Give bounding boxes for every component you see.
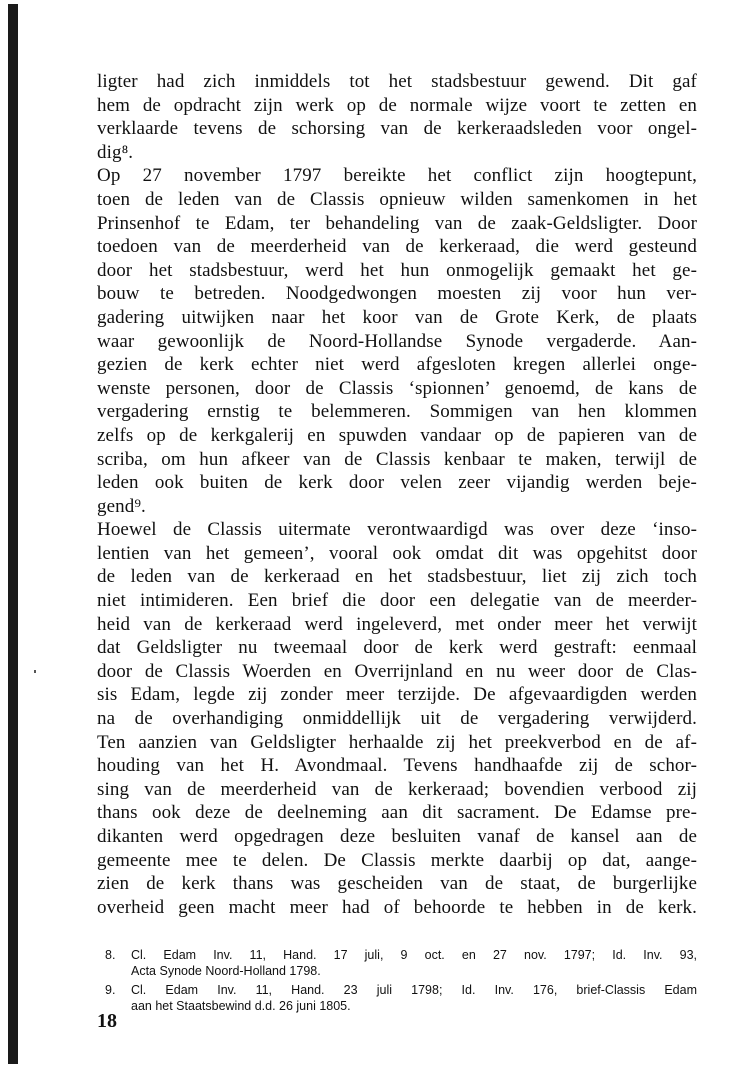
- text-line: overheid geen macht meer had of behoorde te hebben in de kerk.: [97, 896, 697, 918]
- text-line: heid van de kerkeraad werd ingeleverd, met onder meer het verwijt: [97, 613, 697, 635]
- footnote-line: Cl. Edam Inv. 11, Hand. 23 juli 1798; Id. Inv. 176, brief-Classis Edam: [131, 983, 697, 997]
- text-line: dat Geldsligter nu tweemaal door de kerk werd gestraft: eenmaal: [97, 637, 697, 659]
- text-line: gend⁹.: [97, 495, 146, 517]
- text-line: verklaarde tevens de schorsing van de kerkeraadsleden voor ongel-: [97, 118, 697, 140]
- text-line: gezien de kerk echter niet werd afgesloten kregen allerlei onge-: [97, 354, 697, 376]
- text-line: hem de opdracht zijn werk op de normale wijze voort te zetten en: [97, 94, 697, 116]
- text-line: lentien van het gemeen’, vooral ook omdat dit was opgehitst door: [97, 542, 697, 564]
- footnote-line: Acta Synode Noord-Holland 1798.: [131, 964, 321, 978]
- text-line: houding van het H. Avondmaal. Tevens handhaafde zij de schor-: [97, 755, 697, 777]
- text-line: de leden van de kerkeraad en het stadsbestuur, liet zij zich toch: [97, 566, 697, 588]
- text-line: na de overhandiging onmiddellijk uit de vergadering verwijderd.: [97, 708, 697, 730]
- text-line: dikanten werd opgedragen deze besluiten vanaf de kansel aan de: [97, 826, 697, 847]
- text-line: sis Edam, legde zij zonder meer terzijde. De afgevaardigden werden: [97, 684, 697, 706]
- text-line: leden ook buiten de kerk door velen zeer vijandig werden beje-: [97, 472, 697, 494]
- footnotes: [101, 947, 697, 1014]
- text-line: ligter had zich inmiddels tot het stadsbestuur gewend. Dit gaf: [97, 71, 697, 92]
- footnote: [101, 947, 697, 979]
- scan-speck: [34, 670, 36, 673]
- text-line: bouw te betreden. Noodgedwongen moesten zij voor hun ver-: [97, 283, 697, 305]
- text-line: door de Classis Woerden en Overrijnland en nu weer door de Clas-: [97, 660, 697, 682]
- text-line: Prinsenhof te Edam, ter behandeling van de zaak-Geldsligter. Door: [97, 212, 697, 234]
- text-line: zien de kerk thans was gescheiden van de staat, de burgerlijke: [97, 873, 697, 895]
- text-line: sing van de meerderheid van de kerkeraad; bovendien verbood zij: [97, 778, 697, 800]
- text-line: thans ook deze de deelneming aan dit sacrament. De Edamse pre-: [97, 802, 697, 824]
- text-line: gadering uitwijken naar het koor van de Grote Kerk, de plaats: [97, 306, 697, 328]
- footnote: [101, 982, 697, 1014]
- footnote-line: aan het Staatsbewind d.d. 26 juni 1805.: [131, 999, 351, 1013]
- footnote-number: 9.: [105, 983, 116, 997]
- text-line: Op 27 november 1797 bereikte het conflict zijn hoogtepunt,: [97, 165, 697, 187]
- text-line: waar gewoonlijk de Noord-Hollandse Synode vergaderde. Aan-: [97, 330, 697, 352]
- text-line: Ten aanzien van Geldsligter herhaalde zij het preekverbod en de af-: [97, 731, 697, 753]
- text-line: toedoen van de meerderheid van de kerkeraad, die werd gesteund: [97, 236, 697, 258]
- footnote-number: 8.: [105, 948, 116, 962]
- scan-edge-bar: [8, 4, 18, 1064]
- text-line: niet intimideren. Een brief die door een delegatie van de meerder-: [97, 590, 697, 612]
- text-line: dig⁸.: [97, 141, 134, 163]
- text-line: gemeente mee te delen. De Classis merkte daarbij op dat, aange-: [97, 849, 697, 871]
- text-line: toen de leden van de Classis opnieuw wilden samenkomen in het: [97, 188, 697, 210]
- text-line: zelfs op de kerkgalerij en spuwden vandaar op de papieren van de: [97, 424, 697, 446]
- text-line: Hoewel de Classis uitermate verontwaardigd was over deze ‘inso-: [97, 519, 697, 541]
- text-line: scriba, om hun afkeer van de Classis kenbaar te maken, terwijl de: [97, 448, 697, 470]
- text-line: vergadering ernstig te belemmeren. Sommigen van hen klommen: [97, 401, 697, 423]
- footnote-line: Cl. Edam Inv. 11, Hand. 17 juli, 9 oct. en 27 nov. 1797; Id. Inv. 93,: [131, 948, 697, 962]
- body-text: [97, 70, 697, 919]
- page-number: 18: [97, 1010, 117, 1032]
- text-line: door het stadsbestuur, werd het hun onmogelijk gemaakt het ge-: [97, 259, 697, 281]
- text-line: wenste personen, door de Classis ‘spionnen’ genoemd, de kans de: [97, 377, 697, 399]
